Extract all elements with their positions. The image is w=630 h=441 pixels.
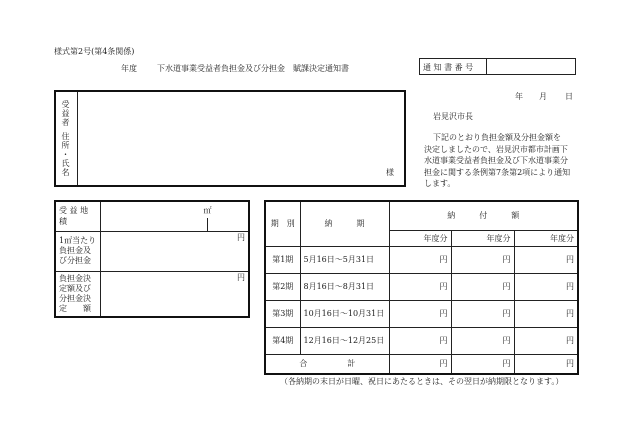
message-line: 担金に関する条例第7条第2項により通知 <box>424 167 571 177</box>
notice-number-label: 通 知 書 番 号 <box>423 63 474 72</box>
area-tick <box>207 218 208 231</box>
notice-message <box>424 132 570 190</box>
amount-cell[interactable]: 円 <box>451 300 514 327</box>
period-cell: 第3期 <box>265 300 300 327</box>
total-label-line: 負担金決 <box>59 273 91 283</box>
table-row <box>265 273 578 300</box>
amount-header <box>389 201 578 230</box>
table-row <box>265 300 578 327</box>
total-label-line: 定額及び <box>59 283 91 293</box>
total-label <box>55 271 100 317</box>
fiscal-year-col-1[interactable] <box>389 230 451 246</box>
total-row <box>265 354 578 374</box>
notice-number-divider <box>486 59 487 74</box>
message-line: します。 <box>424 179 456 188</box>
amount-header-text: 納 付 額 <box>447 211 520 221</box>
total-label-line: 定 額 <box>59 303 91 313</box>
amount-cell[interactable]: 円 <box>389 300 451 327</box>
payment-table <box>264 200 579 375</box>
total-label-line: 分担金決 <box>59 293 91 303</box>
per-m2-unit: 円 <box>237 232 245 242</box>
amount-cell[interactable]: 円 <box>389 273 451 300</box>
amount-cell[interactable]: 円 <box>514 246 578 273</box>
year-col-text: 年度分 <box>550 233 574 243</box>
table-row <box>265 246 578 273</box>
per-m2-label-line: 負担金及 <box>59 246 91 255</box>
area-cell[interactable] <box>100 201 249 231</box>
per-m2-label <box>55 231 100 271</box>
issuer-name: 岩見沢市長 <box>433 112 473 121</box>
period-cell: 第1期 <box>265 246 300 273</box>
total-cell[interactable] <box>100 271 249 317</box>
address-name-label: 住所・氏名 <box>61 132 70 177</box>
deadline-header-text: 納 期 <box>324 219 365 229</box>
amount-cell[interactable]: 円 <box>389 246 451 273</box>
recipient-label: 受益者 <box>61 100 70 127</box>
amount-cell[interactable]: 円 <box>451 273 514 300</box>
summary-table <box>54 200 250 318</box>
amount-cell[interactable]: 円 <box>514 300 578 327</box>
fiscal-year-col-2[interactable] <box>451 230 514 246</box>
deadline-header <box>300 201 389 246</box>
issue-day: 日 <box>565 92 573 101</box>
issue-month: 月 <box>539 92 547 101</box>
amount-cell[interactable]: 円 <box>514 327 578 354</box>
amount-cell[interactable]: 円 <box>389 327 451 354</box>
message-line: 水道事業受益者負担金及び下水道事業分 <box>424 156 568 165</box>
total-amount-cell[interactable]: 円 <box>389 354 451 374</box>
recipient-box[interactable] <box>54 90 406 187</box>
message-line: 下記のとおり負担金額及分担金額を <box>433 133 561 142</box>
table-row <box>265 327 578 354</box>
recipient-label-divider <box>77 92 78 185</box>
notice-number-box <box>419 58 576 75</box>
total-unit: 円 <box>237 272 245 282</box>
fiscal-year-label: 年度 <box>121 64 137 73</box>
deadline-cell: 5月16日～5月31日 <box>300 246 389 273</box>
area-label <box>55 201 100 231</box>
total-amount-cell[interactable]: 円 <box>451 354 514 374</box>
total-row-label: 合 計 <box>265 354 389 374</box>
area-unit: ㎡ <box>203 206 212 215</box>
period-cell: 第4期 <box>265 327 300 354</box>
year-col-text: 年度分 <box>486 233 511 243</box>
document-title: 下水道事業受益者負担金及び分担金 賦課決定通知書 <box>157 64 349 73</box>
amount-cell[interactable]: 円 <box>451 327 514 354</box>
deadline-cell: 12月16日～12月25日 <box>300 327 389 354</box>
fiscal-year-col-3[interactable] <box>514 230 578 246</box>
amount-cell[interactable]: 円 <box>451 246 514 273</box>
year-col-text: 年度分 <box>423 233 448 243</box>
footnote: （各納期の末日が日曜、祝日にあたるときは、その翌日が納期限となります。） <box>280 377 564 386</box>
per-m2-cell[interactable] <box>100 231 249 271</box>
per-m2-label-line: 1㎡当たり <box>59 236 97 245</box>
message-line: 決定しましたので、岩見沢市都市計画下 <box>424 144 568 154</box>
per-m2-label-line: び分担金 <box>59 256 91 265</box>
area-label-text: 受 益 地 積 <box>59 206 89 227</box>
issue-year: 年 <box>515 92 523 101</box>
deadline-cell: 8月16日～8月31日 <box>300 273 389 300</box>
honorific-suffix: 様 <box>386 168 394 177</box>
period-header <box>265 201 300 246</box>
form-number: 様式第2号(第4条関係) <box>54 47 135 56</box>
period-cell: 第2期 <box>265 273 300 300</box>
deadline-cell: 10月16日～10月31日 <box>300 300 389 327</box>
period-header-text: 期 別 <box>270 219 295 229</box>
total-amount-cell[interactable]: 円 <box>514 354 578 374</box>
amount-cell[interactable]: 円 <box>514 273 578 300</box>
